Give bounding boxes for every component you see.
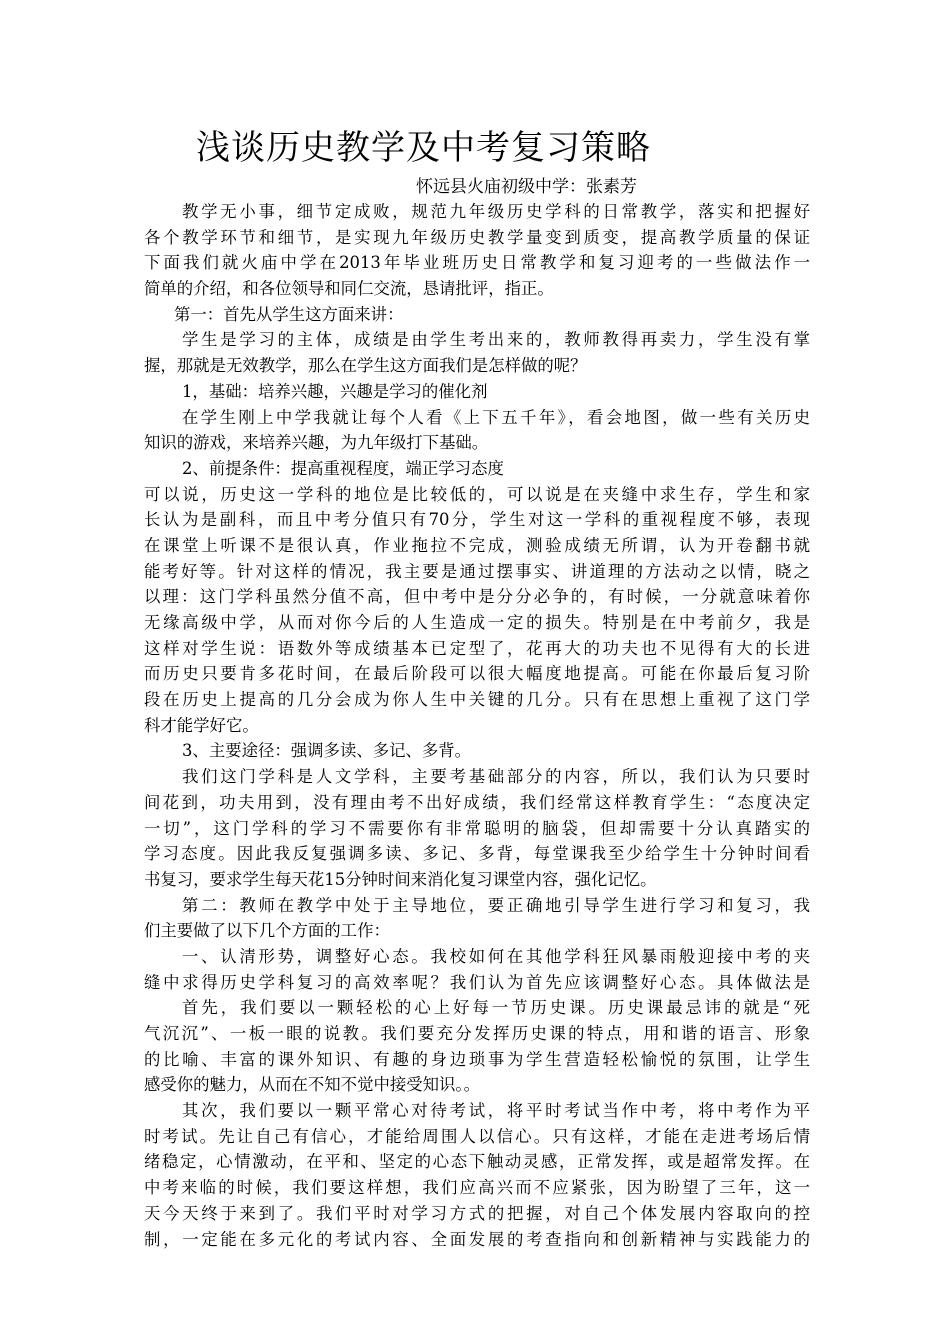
text-line: 制，一定能在多元化的考试内容、全面发展的考查指向和创新精神与实践能力的 — [144, 1229, 810, 1249]
text-line: 书复习，要求学生每天花15分钟时间来消化复习课堂内容，强化记忆。 — [144, 869, 657, 889]
text-line: 可以说，历史这一学科的地位是比较低的，可以说是在夹缝中求生存，学生和家 — [144, 484, 810, 504]
text-line: 第一：首先从学生这方面来讲： — [174, 304, 404, 324]
text-line: 学生是学习的主体，成绩是由学生考出来的，教师教得再卖力，学生没有掌 — [182, 330, 810, 350]
text-line: 间花到，功夫用到，没有理由考不出好成绩，我们经常这样教育学生：“态度决定 — [144, 792, 810, 812]
text-line: 在学生刚上中学我就让每个人看《上下五千年》，看会地图，做一些有关历史 — [182, 407, 810, 427]
text-line: 中考来临的时候，我们要这样想，我们应高兴而不应紧张，因为盼望了三年，这一 — [144, 1178, 810, 1198]
page-title: 浅谈历史教学及中考复习策略 — [196, 128, 651, 168]
text-line: 时考试。先让自己有信心，才能给周围人以信心。只有这样，才能在走进考场后情 — [144, 1126, 810, 1146]
text-line: 教学无小事，细节定成败，规范九年级历史学科的日常教学，落实和把握好 — [182, 202, 810, 221]
text-line: 第二：教师在教学中处于主导地位，要正确地引导学生进行学习和复习，我 — [182, 895, 810, 915]
text-line: 而历史只要肯多花时间，在最后阶段可以很大幅度地提高。可能在你最后复习阶 — [144, 664, 810, 684]
text-line: 能考好等。针对这样的情况，我主要是通过摆事实、讲道理的方法动之以情，晓之 — [144, 561, 810, 581]
text-line: 3、主要途径：强调多读、多记、多背。 — [182, 741, 472, 761]
text-line: 段在历史上提高的几分会成为你人生中关键的几分。只有在思想上重视了这门学 — [144, 690, 810, 710]
text-line: 我们这门学科是人文学科，主要考基础部分的内容，所以，我们认为只要时 — [182, 767, 810, 787]
text-line: 握，那就是无效教学，那么在学生这方面我们是怎样做的呢？ — [144, 356, 587, 376]
text-line: 1，基础：培养兴趣，兴趣是学习的催化剂 — [182, 381, 488, 401]
text-line: 这样对学生说：语数外等成绩基本已定型了，花再大的功夫也不见得有大的长进 — [144, 638, 810, 658]
body-text — [144, 199, 810, 1252]
text-line: 在课堂上听课不是很认真，作业拖拉不完成，测验成绩无所谓，认为开卷翻书就 — [144, 535, 810, 555]
text-line: 的比喻、丰富的课外知识、有趣的身边琐事为学生营造轻松愉悦的氛围，让学生 — [144, 1049, 810, 1069]
text-line: 缝中求得历史学科复习的高效率呢？我们认为首先应该调整好心态。具体做法是 — [144, 972, 810, 992]
text-line: 感受你的魅力，从而在不知不觉中接受知识。。 — [144, 1075, 481, 1095]
text-line: 以理：这门学科虽然分值不高，但中考中是分分必争的，有时候，一分就意味着你 — [144, 587, 810, 607]
text-line: 无缘高级中学，从而对你今后的人生造成一定的损失。特别是在中考前夕，我是 — [144, 613, 810, 632]
text-line: 气沉沉”、一板一眼的说教。我们要充分发挥历史课的特点，用和谐的语言、形象 — [144, 1024, 810, 1043]
text-line: 下面我们就火庙中学在2013年毕业班历史日常教学和复习迎考的一些做法作一 — [144, 253, 810, 273]
text-line: 学习态度。因此我反复强调多读、多记、多背，每堂课我至少给学生十分钟时间看 — [144, 844, 810, 864]
text-line: 长认为是副科，而且中考分值只有70分，学生对这一学科的重视程度不够，表现 — [144, 510, 810, 530]
text-line: 一、认清形势，调整好心态。我校如何在其他学科狂风暴雨般迎接中考的夹 — [182, 946, 810, 966]
text-line: 2、前提条件：提高重视程度，端正学习态度 — [182, 458, 504, 478]
text-line: 知识的游戏，来培养兴趣，为九年级打下基础。 — [144, 433, 489, 453]
text-line: 们主要做了以下几个方面的工作： — [144, 921, 390, 941]
text-line: 天今天终于来到了。我们平时对学习方式的把握，对自己个体发展内容取向的控 — [144, 1203, 810, 1223]
text-line: 简单的介绍，和各位领导和同仁交流，恳请批评，指正。 — [144, 279, 554, 299]
text-line: 一切”，这门学科的学习不需要你有非常聪明的脑袋，但却需要十分认真踏实的 — [144, 818, 810, 838]
text-line: 其次，我们要以一颗平常心对待考试，将平时考试当作中考，将中考作为平 — [182, 1101, 810, 1121]
text-line: 各个教学环节和细节，是实现九年级历史教学量变到质变，提高教学质量的保证 — [144, 227, 810, 247]
text-line: 首先，我们要以一颗轻松的心上好每一节历史课。历史课最忌讳的就是“死 — [182, 998, 810, 1018]
text-line: 绪稳定，心情激动，在平和、坚定的心态下触动灵感，正常发挥，或是超常发挥。在 — [144, 1152, 810, 1172]
text-line: 科才能学好它。 — [144, 715, 259, 735]
author-line: 怀远县火庙初级中学：张素芳 — [416, 177, 637, 197]
